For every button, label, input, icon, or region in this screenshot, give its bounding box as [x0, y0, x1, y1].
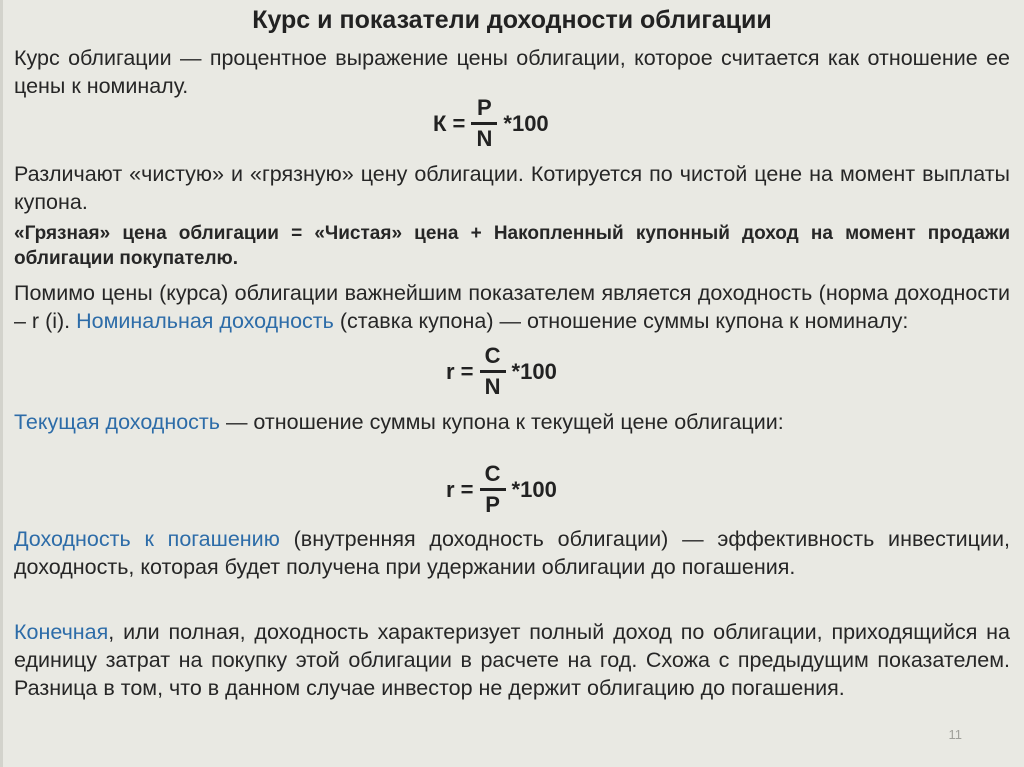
- fraction-bar: [480, 370, 506, 373]
- term-nominal-yield: Номинальная доходность: [76, 309, 334, 333]
- fraction-numerator: P: [477, 95, 492, 120]
- fraction-denominator: P: [485, 492, 500, 517]
- fraction-numerator: C: [484, 461, 501, 486]
- paragraph-current-yield: [14, 408, 1010, 436]
- formula-rhs: *100: [511, 358, 557, 384]
- fraction-bar: [471, 122, 497, 125]
- formula-nominal-yield: [446, 344, 557, 399]
- paragraph-clean-dirty-price: Различают «чистую» и «грязную» цену облигации. Котируется по чистой цене на момент выплаты купона.: [14, 162, 1010, 214]
- fraction-bar: [480, 488, 506, 491]
- paragraph-dirty-price-definition: «Грязная» цена облигации = «Чистая» цена + Накопленный купонный доход на момент продажи облигации покупателю.: [14, 223, 1010, 269]
- paragraph-bond-rate: Курс облигации — процентное выражение цены облигации, которое считается как отношение ее цены к номиналу.: [14, 46, 1010, 98]
- formula-bond-rate: [433, 96, 549, 151]
- term-yield-to-maturity: Доходность к погашению: [14, 527, 280, 551]
- fraction: [480, 462, 506, 517]
- formula-current-yield: [446, 462, 557, 517]
- text-fragment: (ставка купона) — отношение суммы купона к номиналу:: [333, 309, 909, 333]
- page-title: Курс и показатели доходности облигации: [252, 6, 772, 34]
- page-number: 11: [948, 727, 962, 742]
- fraction-denominator: N: [476, 126, 493, 151]
- formula-lhs: К =: [433, 110, 466, 136]
- fraction: [480, 344, 506, 399]
- text-fragment: (внутренняя доходность облигации) — эффективность инвестиции, доходность, которая будет получена при удержании облигации до погашения.: [14, 527, 1010, 579]
- formula-lhs: r =: [446, 476, 474, 502]
- text-fragment: , или полная, доходность характеризует полный доход по облигации, приходящийся на единицу затрат на покупку этой облигации в расчете на год. Схожа с предыдущим показателем. Разница в том, что в данном случае инвестор не держит облигацию до погашения.: [14, 620, 1010, 700]
- term-final-yield: Конечная: [14, 620, 109, 644]
- term-current-yield: Текущая доходность: [14, 410, 220, 434]
- formula-rhs: *100: [511, 476, 557, 502]
- fraction: [471, 96, 497, 151]
- paragraph-nominal-yield: [14, 279, 1010, 335]
- paragraph-yield-to-maturity: [14, 525, 1010, 581]
- slide-edge: [0, 0, 3, 767]
- text-fragment: Помимо цены (курса) облигации важнейшим показателем является доходность (норма доходности – r (i).: [14, 281, 1010, 333]
- paragraph-final-yield: [14, 618, 1010, 702]
- formula-lhs: r =: [446, 358, 474, 384]
- fraction-denominator: N: [484, 374, 501, 399]
- formula-rhs: *100: [503, 110, 549, 136]
- fraction-numerator: C: [484, 343, 501, 368]
- text-fragment: — отношение суммы купона к текущей цене облигации:: [219, 410, 784, 434]
